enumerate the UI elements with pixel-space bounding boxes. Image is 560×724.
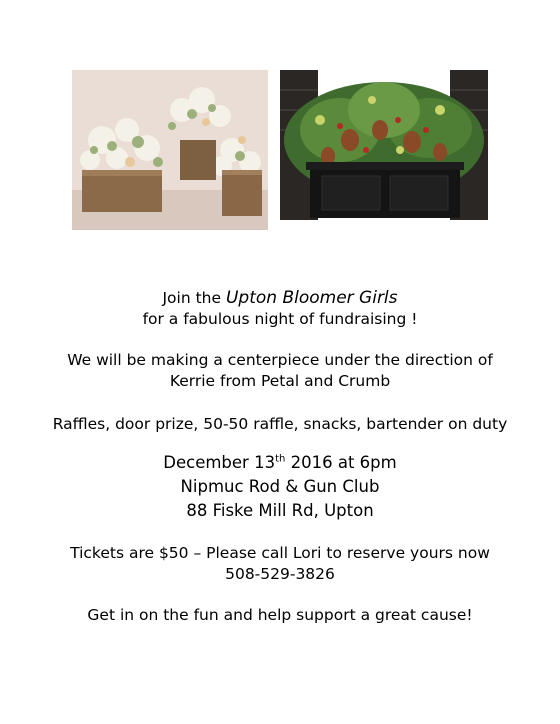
header-photos xyxy=(72,70,488,230)
event-address: 88 Fiske Mill Rd, Upton xyxy=(186,501,374,520)
closing-line: Get in on the fun and help support a great cause! xyxy=(87,606,473,624)
extras-line: Raffles, door prize, 50-50 raffle, snacks, bartender on duty xyxy=(52,415,508,433)
tickets-line: Tickets are $50 – Please call Lori to reserve yours now xyxy=(70,544,490,562)
activity-line-2: Kerrie from Petal and Crumb xyxy=(169,372,391,390)
invite-subtitle: for a fabulous night of fundraising ! xyxy=(142,310,418,328)
planter-box-photo xyxy=(280,70,488,230)
wooden-box-floral-centerpieces-photo-icon xyxy=(72,70,268,230)
flyer-text xyxy=(0,288,560,626)
event-date: December 13th 2016 at 6pm xyxy=(163,453,397,472)
phone-number: 508-529-3826 xyxy=(225,565,335,583)
join-line xyxy=(0,288,560,309)
centerpieces-photo xyxy=(72,70,268,230)
winter-greenery-planter-box-photo-icon xyxy=(280,70,488,230)
activity-line-1: We will be making a centerpiece under the direction of xyxy=(67,351,493,369)
join-prefix: Join the xyxy=(162,289,222,307)
event-venue: Nipmuc Rod & Gun Club xyxy=(180,477,380,496)
group-name: Upton Bloomer Girls xyxy=(225,288,398,308)
